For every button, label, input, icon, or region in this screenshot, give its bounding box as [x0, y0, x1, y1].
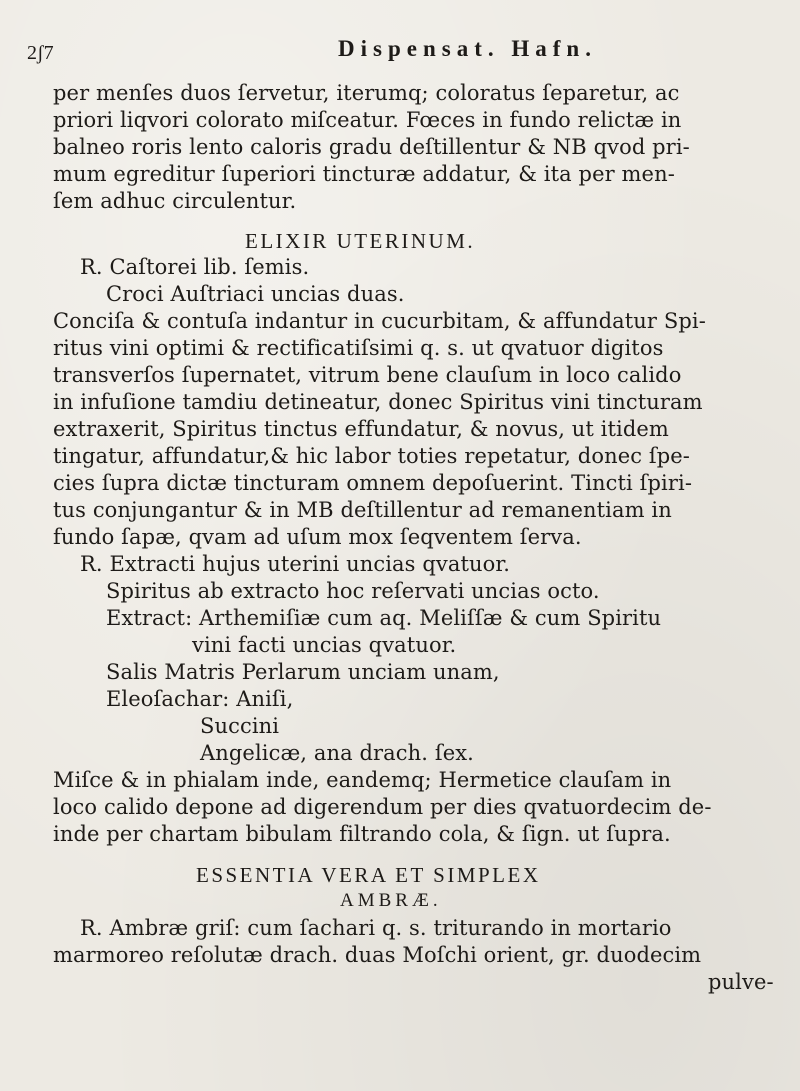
- text-line: tus conjungantur & in MB deſtillentur ad remanentiam in: [53, 498, 672, 522]
- text-line: extraxerit, Spiritus tinctus effundatur, & novus, ut itidem: [53, 417, 669, 441]
- text-line: priori liqvori colorato miſceatur. Fœces in fundo relictæ in: [53, 108, 682, 132]
- text-line: marmoreo reſolutæ drach. duas Moſchi orient, gr. duodecim: [53, 943, 702, 967]
- text-line: ritus vini optimi & rectificatiſsimi q. s. ut qvatuor digitos: [53, 336, 664, 360]
- text-line: Angelicæ, ana drach. ſex.: [200, 741, 474, 765]
- text-line: R. Ambræ griſ: cum ſachari q. s. triturando in mortario: [80, 916, 672, 940]
- text-line: Spiritus ab extracto hoc reſervati uncias octo.: [106, 579, 600, 603]
- section-heading: ESSENTIA VERA ET SIMPLEX: [196, 863, 541, 887]
- text-line: cies ſupra dictæ tincturam omnem depoſuerint. Tincti ſpiri-: [53, 471, 693, 495]
- running-title: Dispensat. Hafn.: [338, 36, 597, 61]
- text-line: in infuſione tamdiu detineatur, donec Spiritus vini tincturam: [53, 390, 703, 414]
- text-line: Miſce & in phialam inde, eandemq; Hermetice clauſam in: [53, 768, 672, 792]
- catchword: pulve-: [708, 970, 774, 994]
- text-line: tingatur, affundatur,& hic labor toties repetatur, donec ſpe-: [53, 444, 690, 468]
- text-line: Extract: Arthemiſiæ cum aq. Meliſſæ & cum Spiritu: [106, 606, 662, 630]
- text-line: balneo roris lento caloris gradu deſtillentur & NB qvod pri-: [53, 135, 690, 159]
- text-line: ſem adhuc circulentur.: [53, 189, 297, 213]
- section-heading: ELIXIR UTERINUM.: [245, 229, 476, 253]
- text-line: Salis Matris Perlarum unciam unam,: [106, 660, 500, 684]
- text-line: Croci Auſtriaci uncias duas.: [106, 282, 405, 306]
- text-line: loco calido depone ad digerendum per dies qvatuordecim de-: [53, 795, 712, 819]
- text-line: Succini: [200, 714, 280, 738]
- text-line: R. Caſtorei lib. ſemis.: [80, 255, 310, 279]
- text-line: vini facti uncias qvatuor.: [192, 633, 457, 657]
- section-heading: AMBRÆ.: [340, 890, 442, 911]
- text-line: fundo ſapæ, qvam ad uſum mox ſeqventem ſerva.: [53, 525, 582, 549]
- text-line: inde per chartam bibulam filtrando cola, & ſign. ut ſupra.: [53, 822, 671, 846]
- page-number: 2ʃ7: [27, 42, 54, 64]
- text-line: per menſes duos ſervetur, iterumq; coloratus ſeparetur, ac: [53, 81, 680, 105]
- text-line: Conciſa & contuſa indantur in cucurbitam, & affundatur Spi-: [53, 309, 706, 333]
- text-line: transverſos ſupernatet, vitrum bene clauſum in loco calido: [53, 363, 682, 387]
- text-line: mum egreditur ſuperiori tincturæ addatur, & ita per men-: [53, 162, 675, 186]
- text-line: Eleoſachar: Aniſi,: [106, 687, 294, 711]
- text-line: R. Extracti hujus uterini uncias qvatuor.: [80, 552, 510, 576]
